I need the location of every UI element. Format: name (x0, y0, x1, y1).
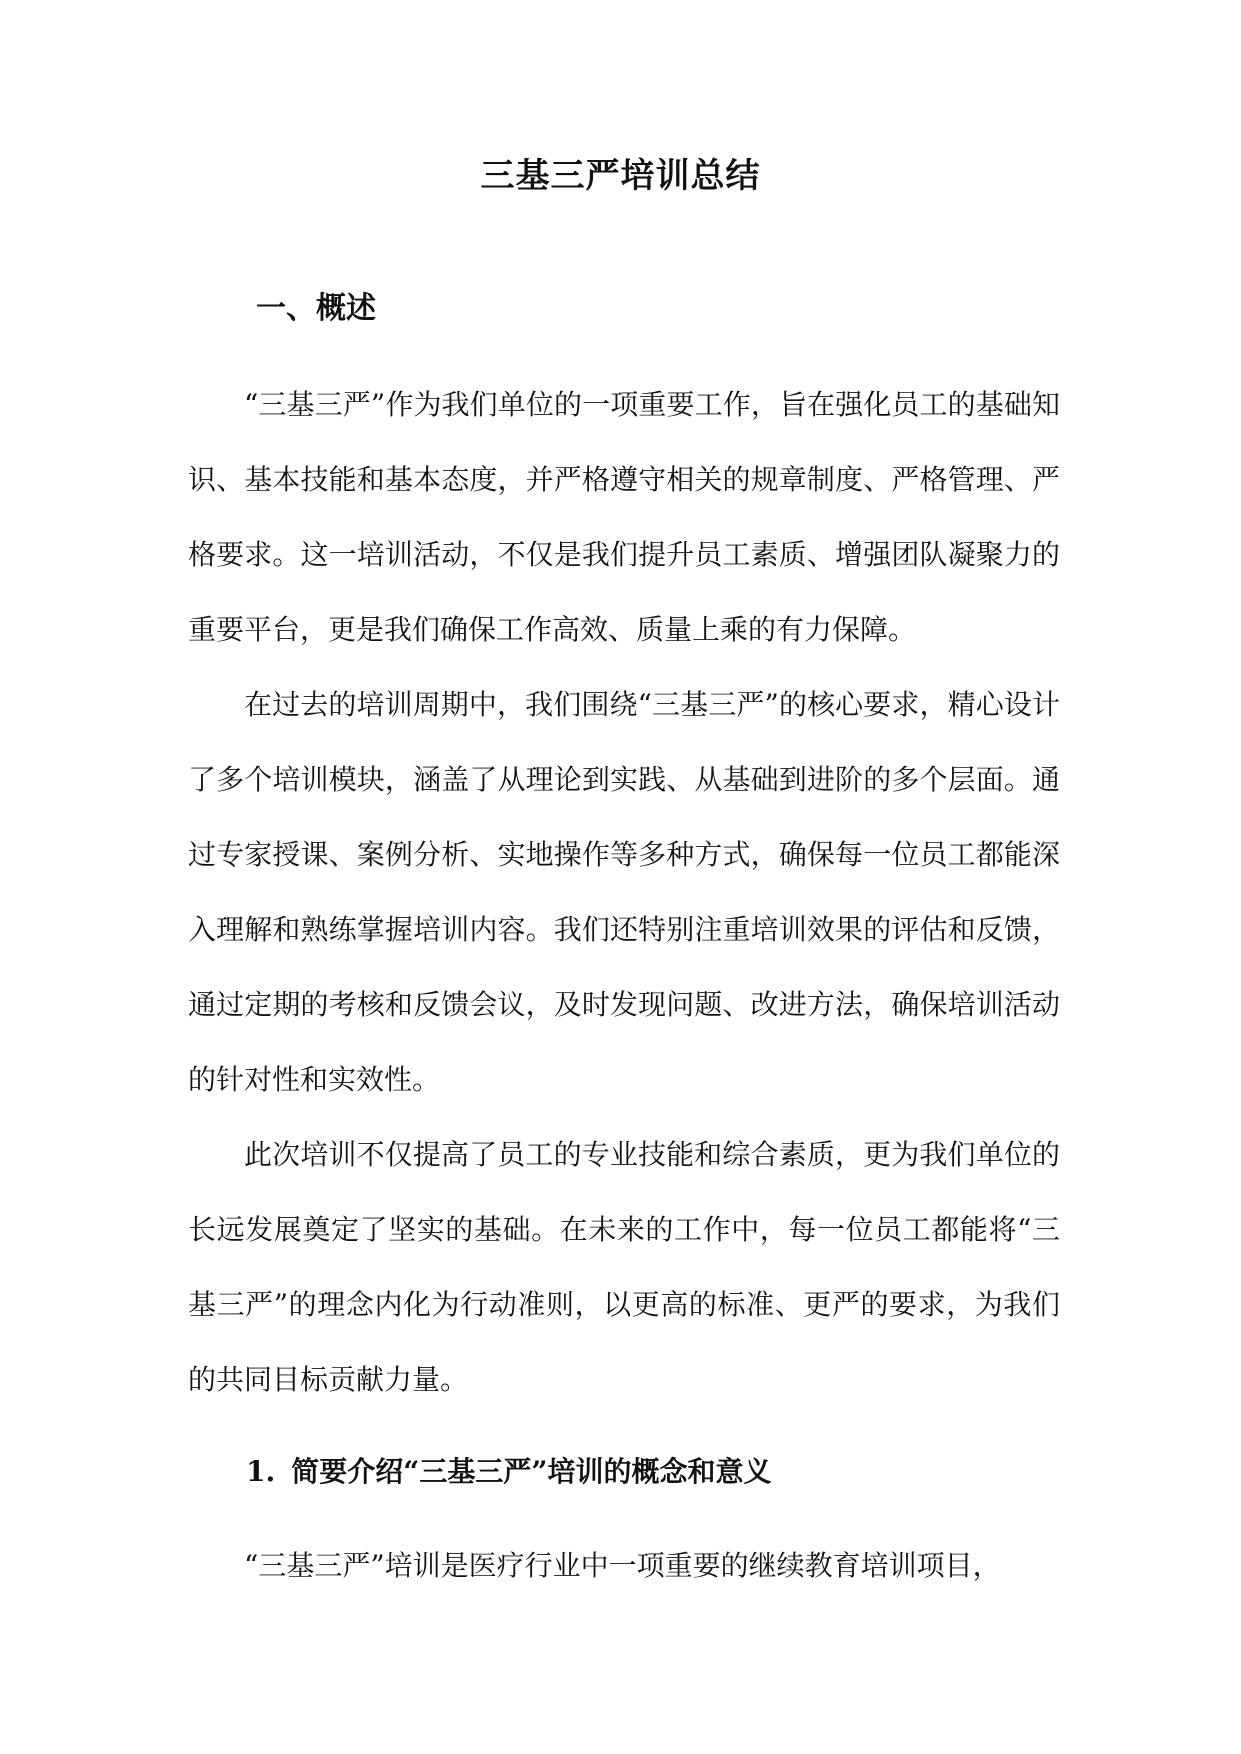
subsection-body (188, 1528, 1060, 1603)
subsection-title: 简要介绍“三基三严”培训的概念和意义 (291, 1455, 772, 1488)
subsection-number: 1. (246, 1455, 276, 1488)
paragraph-concept: “三基三严”培训是医疗行业中一项重要的继续教育培训项目， (244, 1549, 1001, 1582)
paragraph-intro: “三基三严”作为我们单位的一项重要工作，旨在强化员工的基础知识、基本技能和基本态度，并严格遵守相关的规章制度、严格管理、严格要求。这一培训活动，不仅是我们提升员工素质、增强团队凝聚力的重要平台，更是我们确保工作高效、质量上乘的有力保障。 (188, 388, 1060, 646)
section-body (188, 367, 1060, 1417)
section-heading-overview: 一、概述 (256, 291, 376, 326)
subsection-heading (246, 1450, 771, 1490)
paragraph-outcome: 此次培训不仅提高了员工的专业技能和综合素质，更为我们单位的长远发展奠定了坚实的基础。在未来的工作中，每一位员工都能将“三基三严”的理念内化为行动准则，以更高的标准、更严的要求，为我们的共同目标贡献力量。 (188, 1138, 1060, 1396)
paragraph-training-cycle: 在过去的培训周期中，我们围绕“三基三严”的核心要求，精心设计了多个培训模块，涵盖了从理论到实践、从基础到进阶的多个层面。通过专家授课、案例分析、实地操作等多种方式，确保每一位员工都能深入理解和熟练掌握培训内容。我们还特别注重培训效果的评估和反馈，通过定期的考核和反馈会议，及时发现问题、改进方法，确保培训活动的针对性和实效性。 (188, 688, 1060, 1096)
document-title: 三基三严培训总结 (480, 156, 761, 196)
